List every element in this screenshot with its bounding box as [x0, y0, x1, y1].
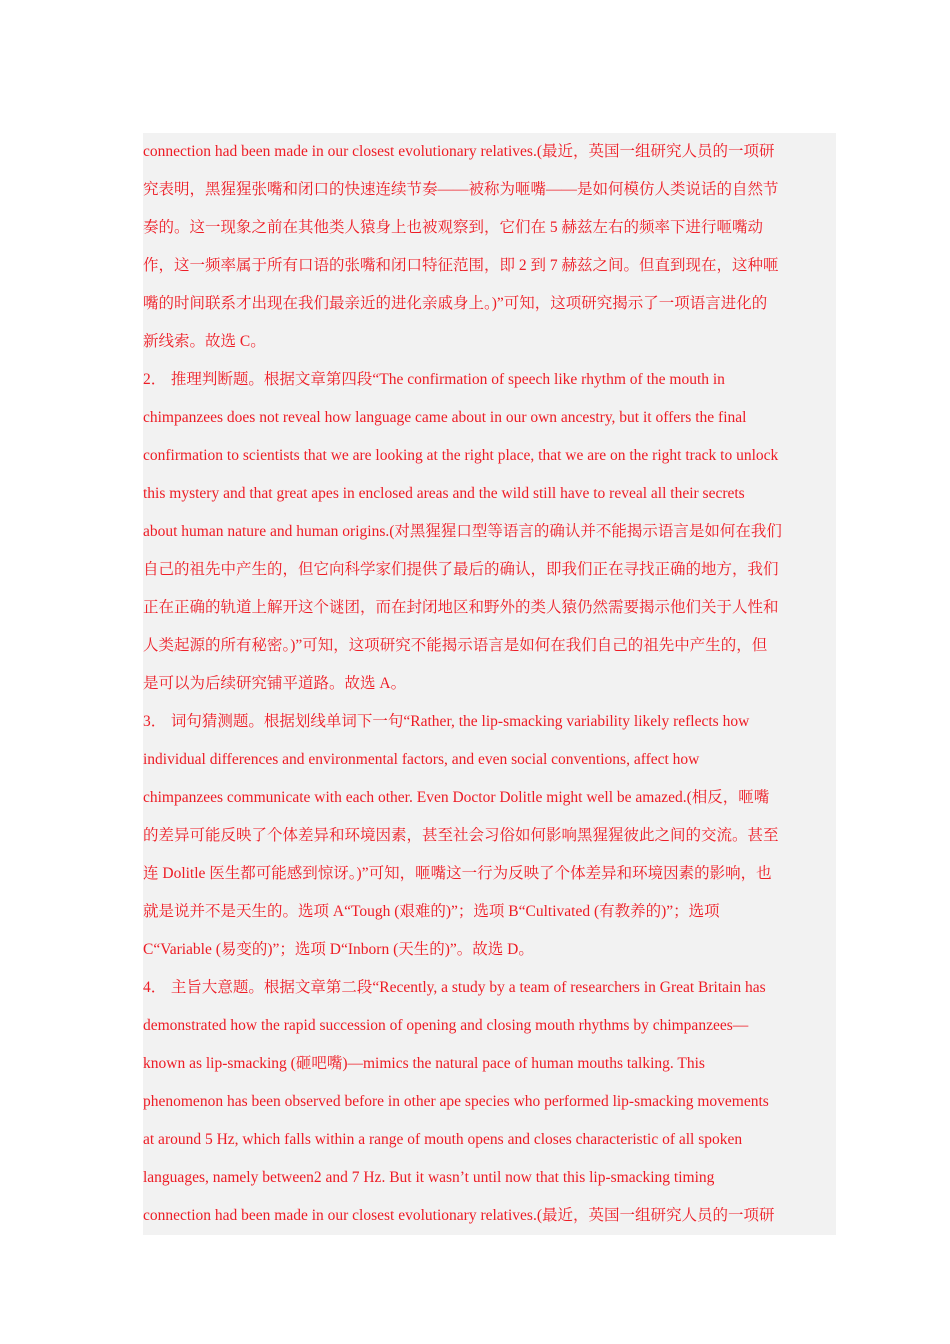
- text-line: 自己的祖先中产生的，但它向科学家们提供了最后的确认，即我们正在寻找正确的地方，我们: [143, 561, 779, 578]
- text-line: languages, namely between2 and 7 Hz. But it wasn’t until now that this lip-smacking timing: [143, 1169, 715, 1186]
- text-line: 人类起源的所有秘密。)”可知，这项研究不能揭示语言是如何在我们自己的祖先中产生的，但: [143, 637, 768, 654]
- text-line: 连 Dolitle 医生都可能感到惊讶。)”可知，咂嘴这一行为反映了个体差异和环境因素的影响，也: [143, 865, 772, 882]
- item-text: 词句猜测题。根据划线单词下一句“Rather, the lip-smacking variability likely reflects how: [170, 713, 750, 730]
- text-line: connection had been made in our closest evolutionary relatives.(最近，英国一组研究人员的一项研: [143, 1207, 775, 1224]
- text-line: this mystery and that great apes in enclosed areas and the wild still have to reveal all their secrets: [143, 485, 745, 502]
- item-number: 2．: [143, 371, 167, 388]
- text-line: 究表明，黑猩猩张嘴和闭口的快速连续节奏——被称为咂嘴——是如何模仿人类说话的自然节: [143, 181, 779, 198]
- text-line: phenomenon has been observed before in other ape species who performed lip-smacking movements: [143, 1093, 769, 1110]
- text-line: 新线索。故选 C。: [143, 333, 266, 350]
- answer-explanation-block: [143, 133, 836, 1235]
- text-line: at around 5 Hz, which falls within a range of mouth opens and closes characteristic of all spoken: [143, 1131, 743, 1148]
- text-line: [143, 969, 836, 1007]
- text-line: chimpanzees does not reveal how language came about in our own ancestry, but it offers the final: [143, 409, 747, 426]
- answer-item-2: [143, 361, 836, 703]
- answer-item-4: [143, 969, 836, 1235]
- text-line: individual differences and environmental factors, and even social conventions, affect how: [143, 751, 700, 768]
- text-line: [143, 361, 836, 399]
- text-line: 嘴的时间联系才出现在我们最亲近的进化亲戚身上。)”可知，这项研究揭示了一项语言进化的: [143, 295, 768, 312]
- text-line: 正在正确的轨道上解开这个谜团，而在封闭地区和野外的类人猿仍然需要揭示他们关于人性和: [143, 599, 779, 616]
- text-line: 作，这一频率属于所有口语的张嘴和闭口特征范围，即 2 到 7 赫兹之间。但直到现在，这种咂: [143, 257, 779, 274]
- text-line: 是可以为后续研究铺平道路。故选 A。: [143, 675, 407, 692]
- item-number: 3．: [143, 713, 167, 730]
- text-line: connection had been made in our closest evolutionary relatives.(最近，英国一组研究人员的一项研: [143, 143, 775, 160]
- text-line: about human nature and human origins.(对黑猩猩口型等语言的确认并不能揭示语言是如何在我们: [143, 523, 782, 540]
- item-text: 推理判断题。根据文章第四段“The confirmation of speech like rhythm of the mouth in: [170, 371, 725, 388]
- continued-paragraph: [143, 133, 836, 361]
- text-line: [143, 703, 836, 741]
- item-text: 主旨大意题。根据文章第二段“Recently, a study by a team of researchers in Great Britain has: [170, 979, 766, 996]
- text-line: chimpanzees communicate with each other. Even Doctor Dolitle might well be amazed.(相反，咂嘴: [143, 789, 770, 806]
- item-number: 4．: [143, 979, 167, 996]
- text-line: demonstrated how the rapid succession of opening and closing mouth rhythms by chimpanzees—: [143, 1017, 749, 1034]
- text-line: 的差异可能反映了个体差异和环境因素，甚至社会习俗如何影响黑猩猩彼此之间的交流。甚至: [143, 827, 779, 844]
- answer-item-3: [143, 703, 836, 969]
- text-line: 就是说并不是天生的。选项 A“Tough (艰难的)”；选项 B“Cultivated (有教养的)”；选项: [143, 903, 720, 920]
- text-line: confirmation to scientists that we are looking at the right place, that we are on the right track to unlock: [143, 447, 779, 464]
- text-line: 奏的。这一现象之前在其他类人猿身上也被观察到，它们在 5 赫兹左右的频率下进行咂嘴动: [143, 219, 764, 236]
- text-line: known as lip-smacking (砸吧嘴)—mimics the natural pace of human mouths talking. This: [143, 1055, 705, 1072]
- text-line: C“Variable (易变的)”；选项 D“Inborn (天生的)”。故选 D。: [143, 941, 534, 958]
